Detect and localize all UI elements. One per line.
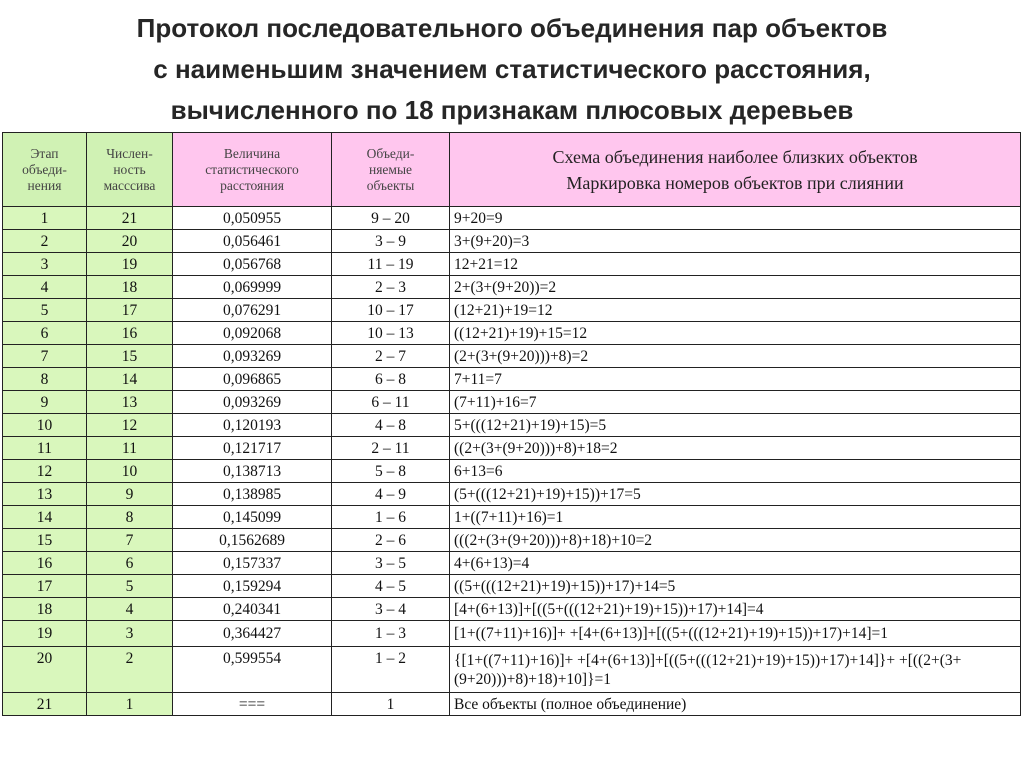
cell-objects: 3 – 9 [332,230,450,253]
cell-scheme: 4+(6+13)=4 [450,552,1021,575]
header-stage-line: Этап [30,145,59,161]
title-line-2: с наименьшим значением статистического расстояния, [153,54,871,84]
cell-scheme: (5+(((12+21)+19)+15))+17=5 [450,483,1021,506]
table-row [3,529,1021,552]
table-row [3,345,1021,368]
header-mass-line: Числен- [106,145,153,161]
cell-stage: 13 [3,483,87,506]
cell-objects: 2 – 6 [332,529,450,552]
header-stage-line: объеди- [22,161,67,177]
table-row [3,693,1021,716]
cell-stage: 1 [3,207,87,230]
cell-objects: 3 – 5 [332,552,450,575]
cell-scheme: 1+((7+11)+16)=1 [450,506,1021,529]
header-objects-line: Объеди- [366,145,415,161]
cell-scheme: ((12+21)+19)+15=12 [450,322,1021,345]
cell-mass: 6 [87,552,173,575]
cell-stage: 10 [3,414,87,437]
cell-stage: 5 [3,299,87,322]
cell-objects: 2 – 11 [332,437,450,460]
header-mass-line: ность [113,161,146,177]
cell-stage: 4 [3,276,87,299]
cell-objects: 9 – 20 [332,207,450,230]
cell-mass: 14 [87,368,173,391]
table-row [3,207,1021,230]
cell-distance: === [173,693,332,716]
cell-stage: 3 [3,253,87,276]
table-row [3,322,1021,345]
cell-scheme: 5+(((12+21)+19)+15)=5 [450,414,1021,437]
cell-scheme: [1+((7+11)+16)]+ +[4+(6+13)]+[((5+(((12+21)+19)+15))+17)+14]=1 [450,621,1021,647]
table-row [3,276,1021,299]
cell-distance: 0,093269 [173,391,332,414]
cell-objects: 1 – 6 [332,506,450,529]
cell-objects: 6 – 8 [332,368,450,391]
table-row [3,598,1021,621]
cell-scheme: (7+11)+16=7 [450,391,1021,414]
header-objects [332,133,450,207]
header-distance-line: Величина [223,145,281,161]
cell-mass: 4 [87,598,173,621]
table-row [3,483,1021,506]
table-body [3,207,1021,716]
cell-objects: 2 – 7 [332,345,450,368]
header-distance-line: расстояния [220,177,284,193]
cell-stage: 20 [3,647,87,693]
title-line-3: вычисленного по 18 признакам плюсовых деревьев [170,95,854,125]
header-distance-line: статистического [205,161,299,177]
cell-objects: 2 – 3 [332,276,450,299]
cell-stage: 6 [3,322,87,345]
cell-objects: 6 – 11 [332,391,450,414]
cell-stage: 2 [3,230,87,253]
header-distance [173,133,332,207]
cell-scheme: Все объекты (полное объединение) [450,693,1021,716]
table-row [3,391,1021,414]
cell-scheme: ((5+(((12+21)+19)+15))+17)+14=5 [450,575,1021,598]
cell-objects: 4 – 8 [332,414,450,437]
cell-objects: 11 – 19 [332,253,450,276]
cell-scheme: (2+(3+(9+20)))+8)=2 [450,345,1021,368]
cell-stage: 14 [3,506,87,529]
cell-mass: 20 [87,230,173,253]
header-stage-line: нения [27,177,62,193]
cell-distance: 0,145099 [173,506,332,529]
cell-stage: 15 [3,529,87,552]
cell-objects: 4 – 5 [332,575,450,598]
cell-distance: 0,138985 [173,483,332,506]
table-row [3,368,1021,391]
cell-distance: 0,056768 [173,253,332,276]
merge-protocol-table [2,132,1021,716]
header-scheme-line: Маркировка номеров объектов при слиянии [566,172,904,193]
cell-distance: 0,159294 [173,575,332,598]
table-row [3,552,1021,575]
cell-mass: 5 [87,575,173,598]
table-row [3,253,1021,276]
cell-distance: 0,120193 [173,414,332,437]
header-row [3,133,1021,207]
cell-stage: 21 [3,693,87,716]
cell-distance: 0,076291 [173,299,332,322]
cell-mass: 9 [87,483,173,506]
cell-scheme: (((2+(3+(9+20)))+8)+18)+10=2 [450,529,1021,552]
cell-objects: 1 – 2 [332,647,450,693]
cell-scheme: 2+(3+(9+20))=2 [450,276,1021,299]
cell-distance: 0,050955 [173,207,332,230]
cell-distance: 0,157337 [173,552,332,575]
cell-distance: 0,599554 [173,647,332,693]
cell-mass: 3 [87,621,173,647]
cell-scheme: 7+11=7 [450,368,1021,391]
cell-mass: 18 [87,276,173,299]
cell-mass: 21 [87,207,173,230]
header-mass-line: масссива [103,177,156,193]
cell-mass: 16 [87,322,173,345]
cell-distance: 0,138713 [173,460,332,483]
table-row [3,575,1021,598]
cell-distance: 0,092068 [173,322,332,345]
cell-objects: 4 – 9 [332,483,450,506]
header-mass [87,133,173,207]
cell-mass: 2 [87,647,173,693]
cell-scheme: 12+21=12 [450,253,1021,276]
cell-distance: 0,364427 [173,621,332,647]
cell-scheme: [4+(6+13)]+[((5+(((12+21)+19)+15))+17)+14]=4 [450,598,1021,621]
table-row [3,506,1021,529]
table-row [3,647,1021,693]
cell-mass: 1 [87,693,173,716]
cell-distance: 0,240341 [173,598,332,621]
cell-objects: 3 – 4 [332,598,450,621]
cell-distance: 0,093269 [173,345,332,368]
cell-scheme: {[1+((7+11)+16)]+ +[4+(6+13)]+[((5+(((12+21)+19)+15))+17)+14]}+ +[((2+(3+(9+20)))+8)+18)+10]}=1 [450,647,1021,693]
header-objects-line: няемые [368,161,413,177]
header-scheme-line: Схема объединения наиболее близких объектов [552,146,918,167]
table-row [3,460,1021,483]
table-row [3,299,1021,322]
cell-scheme: ((2+(3+(9+20)))+8)+18=2 [450,437,1021,460]
cell-mass: 13 [87,391,173,414]
cell-stage: 18 [3,598,87,621]
header-scheme [450,133,1021,207]
header-objects-line: объекты [366,177,415,193]
cell-stage: 16 [3,552,87,575]
cell-mass: 7 [87,529,173,552]
cell-objects: 1 [332,693,450,716]
cell-stage: 9 [3,391,87,414]
cell-stage: 8 [3,368,87,391]
table-row [3,621,1021,647]
cell-scheme: 6+13=6 [450,460,1021,483]
table-row [3,437,1021,460]
cell-stage: 7 [3,345,87,368]
cell-stage: 11 [3,437,87,460]
cell-distance: 0,1562689 [173,529,332,552]
cell-scheme: (12+21)+19=12 [450,299,1021,322]
table-row [3,230,1021,253]
cell-scheme: 9+20=9 [450,207,1021,230]
cell-objects: 1 – 3 [332,621,450,647]
cell-mass: 11 [87,437,173,460]
cell-distance: 0,121717 [173,437,332,460]
cell-mass: 12 [87,414,173,437]
cell-objects: 10 – 13 [332,322,450,345]
cell-stage: 12 [3,460,87,483]
cell-mass: 17 [87,299,173,322]
cell-scheme: 3+(9+20)=3 [450,230,1021,253]
cell-distance: 0,069999 [173,276,332,299]
cell-mass: 8 [87,506,173,529]
cell-mass: 15 [87,345,173,368]
cell-objects: 10 – 17 [332,299,450,322]
cell-mass: 10 [87,460,173,483]
page-title [0,8,1024,131]
cell-stage: 17 [3,575,87,598]
header-stage [3,133,87,207]
title-line-1: Протокол последовательного объединения пар объектов [136,13,888,43]
cell-stage: 19 [3,621,87,647]
cell-distance: 0,096865 [173,368,332,391]
cell-mass: 19 [87,253,173,276]
cell-distance: 0,056461 [173,230,332,253]
table-row [3,414,1021,437]
cell-objects: 5 – 8 [332,460,450,483]
